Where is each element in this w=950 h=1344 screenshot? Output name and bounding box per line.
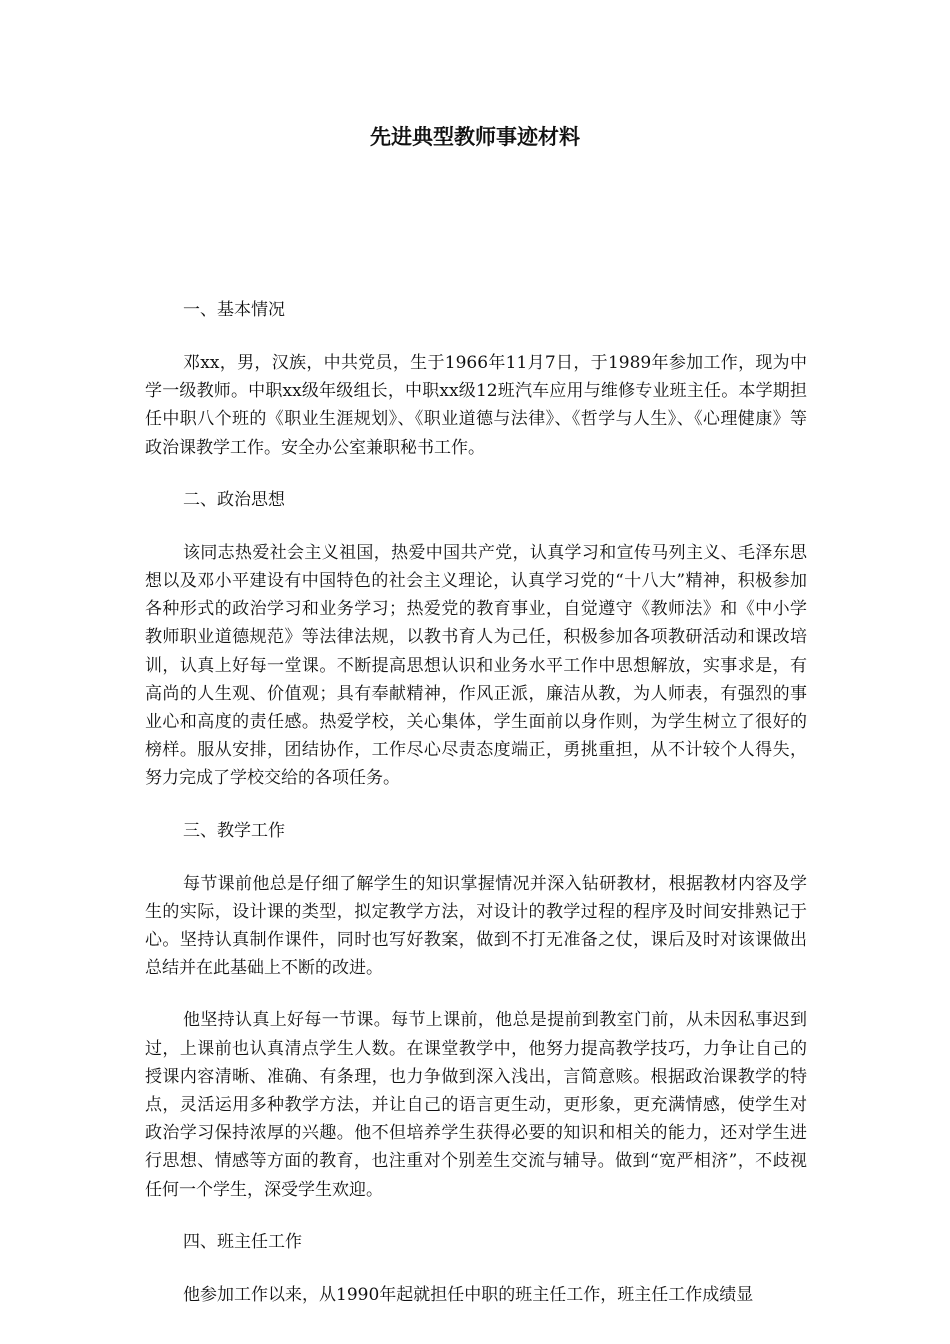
section-heading-basic-info: 一、基本情况	[183, 300, 285, 320]
paragraph-teaching-work-2: 他坚持认真上好每一节课。每节上课前，他总是提前到教室门前，从未因私事迟到过，上课前也认真清点学生人数。在课堂教学中，他努力提高教学技巧，力争让自己的授课内容清晰、准确、有条理，也力争做到深入浅出，言简意赅。根据政治课教学的特点，灵活运用多种教学方法，并让自己的语言更生动，更形象，更充满情感，使学生对政治学习保持浓厚的兴趣。他不但培养学生获得必要的知识和相关的能力，还对学生进行思想、情感等方面的教育，也注重对个别差生交流与辅导。做到“宽严相济”，不歧视任何一个学生，深受学生欢迎。	[145, 1010, 807, 1200]
section-heading-political-thought: 二、政治思想	[183, 489, 285, 510]
paragraph-teaching-work-1: 每节课前他总是仔细了解学生的知识掌握情况并深入钻研教材，根据教材内容及学生的实际，设计课的类型，拟定教学方法，对设计的教学过程的程序及时间安排熟记于心。坚持认真制作课件，同时也写好教案，做到不打无准备之仗，课后及时对该课做出总结并在此基础上不断的改进。	[145, 873, 807, 979]
paragraph-basic-info: 邓xx，男，汉族，中共党员，生于1966年11月7日，于1989年参加工作，现为中学一级教师。中职xx级年级组长，中职xx级12班汽车应用与维修专业班主任。本学期担任中职八个班的《职业生涯规划》、《职业道德与法律》、《哲学与人生》、《心理健康》等政治课教学工作。安全办公室兼职秘书工作。	[145, 353, 807, 458]
paragraph-class-teacher-work: 他参加工作以来，从1990年起就担任中职的班主任工作，班主任工作成绩显	[183, 1284, 754, 1305]
section-heading-class-teacher-work: 四、班主任工作	[183, 1231, 302, 1252]
section-heading-teaching-work: 三、教学工作	[183, 820, 285, 841]
paragraph-political-thought: 该同志热爱社会主义祖国，热爱中国共产党，认真学习和宣传马列主义、毛泽东思想以及邓小平建设有中国特色的社会主义理论，认真学习党的“十八大”精神，积极参加各种形式的政治学习和业务学习；热爱党的教育事业，自觉遵守《教师法》和《中小学教师职业道德规范》等法律法规，以教书育人为己任，积极参加各项教研活动和课改培训，认真上好每一堂课。不断提高思想认识和业务水平工作中思想解放，实事求是，有高尚的人生观、价值观；具有奉献精神，作风正派，廉洁从教，为人师表，有强烈的事业心和高度的责任感。热爱学校，关心集体，学生面前以身作则，为学生树立了很好的榜样。服从安排，团结协作，工作尽心尽责态度端正，勇挑重担，从不计较个人得失，努力完成了学校交给的各项任务。	[145, 542, 807, 789]
document-body	[145, 296, 807, 1333]
document-title: 先进典型教师事迹材料	[370, 124, 580, 149]
